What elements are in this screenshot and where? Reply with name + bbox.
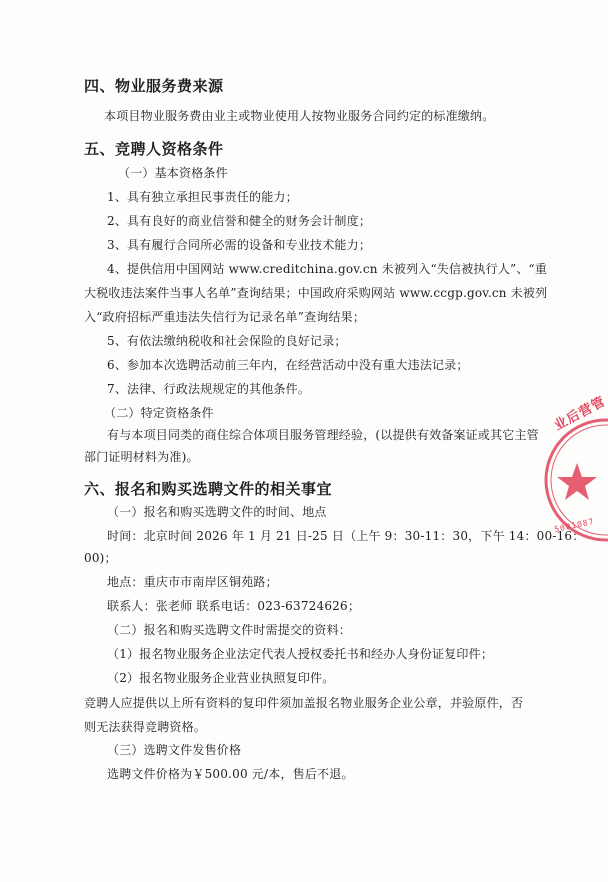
seal-text-top: 业后营管	[551, 394, 608, 434]
section-6-line: （一）报名和购买选聘文件的时间、地点	[107, 505, 327, 519]
section-5-title: 五、竞聘人资格条件	[84, 140, 224, 158]
section-5-line: 7、法律、行政法规规定的其他条件。	[107, 382, 311, 396]
company-seal	[544, 394, 608, 555]
section-5-line: （一）基本资格条件	[118, 166, 228, 180]
section-6-line: （二）报名和购买选聘文件时需提交的资料：	[107, 623, 352, 637]
section-5-line: 部门证明材料为准)。	[84, 450, 199, 464]
seal-icon	[544, 405, 600, 555]
section-6-line: 联系人：张老师 联系电话：023-63724626；	[107, 599, 361, 613]
section-5-line: 1、具有独立承担民事责任的能力；	[107, 190, 298, 204]
section-5-line: 3、具有履行合同所必需的设备和专业技术能力；	[107, 238, 372, 252]
section-5-line: 入“政府招标严重违法失信行为记录名单”查询结果；	[84, 310, 366, 324]
section-4-line: 本项目物业服务费由业主或物业使用人按物业服务合同约定的标准缴纳。	[104, 109, 495, 123]
section-6-title: 六、报名和购买选聘文件的相关事宜	[84, 480, 333, 498]
section-6-line: （2）报名物业服务企业营业执照复印件。	[107, 671, 335, 685]
section-5-line: 2、具有良好的商业信誉和健全的财务会计制度；	[107, 214, 372, 228]
section-5-line: （二）特定资格条件	[104, 406, 214, 420]
section-5-line: 5、有依法缴纳税收和社会保险的良好记录；	[107, 334, 347, 348]
section-6-line: 则无法获得竞聘资格。	[84, 720, 207, 734]
section-6-line: 地点：重庆市市南岸区铜苑路；	[107, 575, 278, 589]
section-4-title: 四、物业服务费来源	[84, 77, 224, 95]
section-6-line: （1）报名物业服务企业法定代表人授权委托书和经办人身份证复印件；	[107, 647, 494, 661]
section-6-line: （三）选聘文件发售价格	[107, 743, 242, 757]
section-6-line: 选聘文件价格为￥500.00 元/本，售后不退。	[107, 767, 354, 781]
section-5-line: 6、参加本次选聘活动前三年内，在经营活动中没有重大违法记录；	[107, 358, 469, 372]
section-6-line: 竞聘人应提供以上所有资料的复印件须加盖报名物业服务企业公章，并验原件，否	[84, 696, 524, 710]
section-5-line: 有与本项目同类的商住综合体项目服务管理经验，(以提供有效备案证或其它主管	[107, 428, 539, 442]
section-5-line: 4、提供信用中国网站 www.creditchina.gov.cn 未被列入“失信被执行人”、“重	[107, 262, 548, 276]
seal-text-bottom: 5001087	[553, 516, 596, 535]
section-5-line: 大税收违法案件当事人名单”查询结果；中国政府采购网站 www.ccgp.gov.cn 未被列	[84, 286, 548, 300]
section-6-line: 00)；	[84, 551, 117, 565]
section-6-line: 时间：北京时间 2026 年 1 月 21 日-25 日（上午 9：30-11：30，下午 14：00-16：	[107, 529, 585, 543]
